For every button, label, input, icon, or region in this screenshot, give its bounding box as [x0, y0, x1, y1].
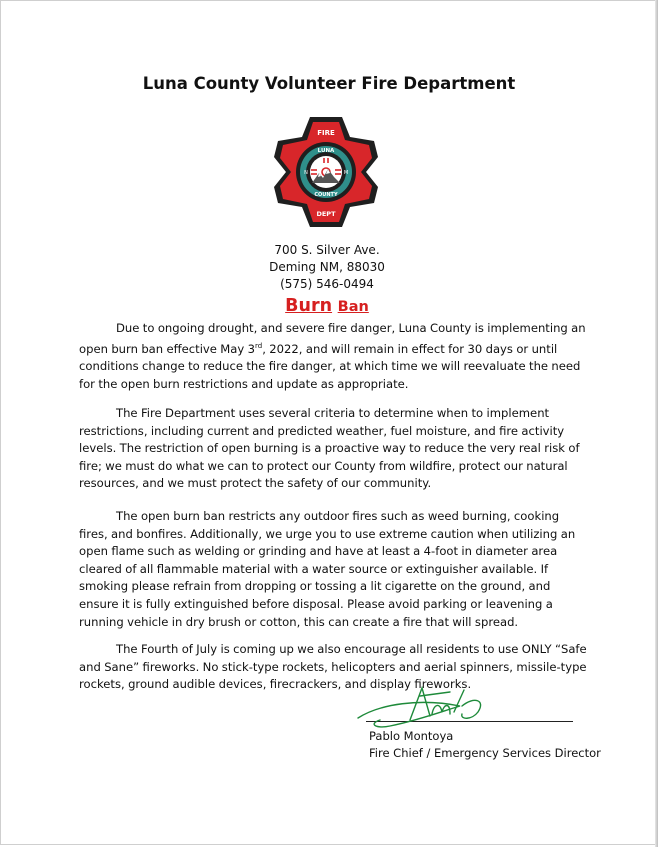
handwritten-signature [350, 676, 500, 736]
logo-text-inner-bottom: COUNTY [314, 192, 338, 198]
logo-text-bottom: DEPT [316, 210, 336, 218]
fire-department-logo [270, 113, 382, 231]
paragraph-restrictions: The open burn ban restricts any outdoor fires such as weed burning, cooking fires, and bonfires. Additionally, we urge you to use extreme caution when utilizing an open flame such as welding or grinding and have at least a 4-foot in diameter area cleared of all flammable material with a water source or extinguisher available. If smoking please refrain from dropping or tossing a lit cigarette on the ground, and ensure it is fully extinguished before disposal. Please avoid parking or leavening a running vehicle in dry brush or cotton, this can create a fire that will spread. [79, 509, 576, 629]
heading-word-burn: Burn [285, 296, 333, 316]
paragraph-fireworks: The Fourth of July is coming up we also encourage all residents to use ONLY “Safe and Sane” fireworks. No stick-type rockets, helicopters and aerial spinners, missile-type rockets, ground audible devices, firecrackers, and display fireworks. [79, 642, 587, 692]
logo-text-left: N [304, 170, 308, 176]
heading-word-ban: Ban [337, 299, 369, 315]
paragraph-criteria: The Fire Department uses several criteria to determine when to implement restrictions, including current and predicted weather, fuel moisture, and fire activity levels. The restriction of open burning is a proactive way to reduce the very real risk of fire; we must do what we can to protect our County from wildfire, protect our natural resources, and we must protect the safety of our community. [79, 406, 580, 491]
logo-text-right: M [343, 170, 349, 176]
p1-ordinal-suffix: rd [255, 341, 263, 350]
p1-text-a: Due to ongoing drought, and severe fire danger, Luna County is implementing an open burn ban effective May 3 [79, 321, 586, 356]
p1-text-b: , 2022, and will remain in effect for 30 days or until conditions change to reduce the fire danger, at which time we will reevaluate the need for the open burn restrictions and update as appropriate. [79, 341, 581, 391]
address-street: 700 S. Silver Ave. [274, 243, 380, 257]
address-phone: (575) 546-0494 [280, 277, 374, 291]
signer-name: Pablo Montoya [369, 729, 454, 743]
signer-block [369, 728, 601, 762]
logo-text-top: FIRE [317, 129, 335, 137]
burn-ban-heading [0, 296, 654, 316]
paragraph-burn-ban-notice [79, 320, 587, 393]
address-city: Deming NM, 88030 [269, 260, 385, 274]
address-block [0, 242, 654, 293]
document-title: Luna County Volunteer Fire Department [142, 74, 516, 93]
signer-title: Fire Chief / Emergency Services Director [369, 746, 601, 760]
logo-text-inner-top: LUNA [317, 148, 335, 154]
